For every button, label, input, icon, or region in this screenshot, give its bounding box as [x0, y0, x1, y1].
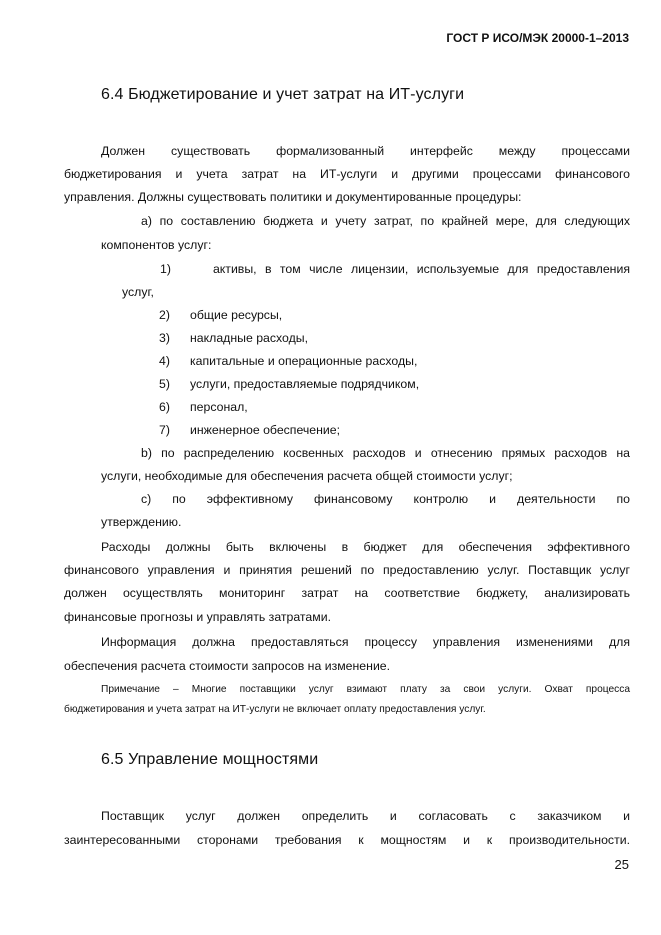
list-item-a-cont: компонентов услуг: [101, 238, 212, 252]
numbered-item-1-cont: услуг, [122, 285, 154, 299]
item-number: 7) [159, 423, 170, 437]
paragraph-line: заинтересованными сторонами требования к мощностям и к производительности. [64, 833, 630, 847]
paragraph-line: должен осуществлять мониторинг затрат на соответствие бюджету, анализировать [64, 586, 630, 600]
item-text: активы, в том числе лицензии, используемые для предоставления [212, 262, 630, 276]
paragraph-line: Должен существовать формализованный интерфейс между процессами [101, 144, 630, 158]
item-text: инженерное обеспечение; [190, 423, 341, 437]
item-text: услуги, предоставляемые подрядчиком, [190, 377, 420, 391]
paragraph-line: финансового управления и принятия решений по предоставлению услуг. Поставщик услуг [64, 563, 630, 577]
item-number: 5) [159, 377, 170, 391]
paragraph-line: управления. Должны существовать политики и документированные процедуры: [64, 190, 522, 204]
list-item-c: c) по эффективному финансовому контролю и деятельности по [141, 492, 630, 506]
note-line: бюджетирования и учета затрат на ИТ-услуги не включает оплату предоставления услуг. [64, 704, 486, 715]
item-text: персонал, [190, 400, 248, 414]
document-code: ГОСТ Р ИСО/МЭК 20000-1–2013 [446, 31, 629, 45]
item-number: 6) [159, 400, 170, 414]
list-item-b-cont: услуги, необходимые для обеспечения расчета общей стоимости услуг; [101, 469, 513, 483]
note-line: Примечание – Многие поставщики услуг взимают плату за свои услуги. Охват процесса [101, 684, 630, 695]
paragraph-line: обеспечения расчета стоимости запросов на изменение. [64, 659, 391, 673]
section-6-4-title: 6.4 Бюджетирование и учет затрат на ИТ-услуги [101, 86, 465, 103]
paragraph-line: финансовые прогнозы и управлять затратами. [64, 610, 331, 624]
numbered-item-1 [160, 262, 630, 276]
section-6-5-title: 6.5 Управление мощностями [101, 751, 319, 768]
paragraph-line: бюджетирования и учета затрат на ИТ-услуги и другими процессами финансового [64, 167, 630, 181]
page-number: 25 [614, 857, 629, 872]
item-text: общие ресурсы, [190, 308, 283, 322]
paragraph-line: Поставщик услуг должен определить и согласовать с заказчиком и [101, 809, 630, 823]
list-item-a: a) по составлению бюджета и учету затрат, по крайней мере, для следующих [141, 214, 630, 228]
item-number: 4) [159, 354, 170, 368]
paragraph-line: Информация должна предоставляться процессу управления изменениями для [101, 635, 630, 649]
item-number: 3) [159, 331, 170, 345]
paragraph-line: Расходы должны быть включены в бюджет для обеспечения эффективного [101, 540, 630, 554]
list-item-b: b) по распределению косвенных расходов и отнесению прямых расходов на [141, 446, 630, 460]
item-text: накладные расходы, [190, 331, 309, 345]
item-text: капитальные и операционные расходы, [190, 354, 418, 368]
list-item-c-cont: утверждению. [101, 515, 182, 529]
item-number: 2) [159, 308, 170, 322]
item-number: 1) [160, 262, 171, 276]
